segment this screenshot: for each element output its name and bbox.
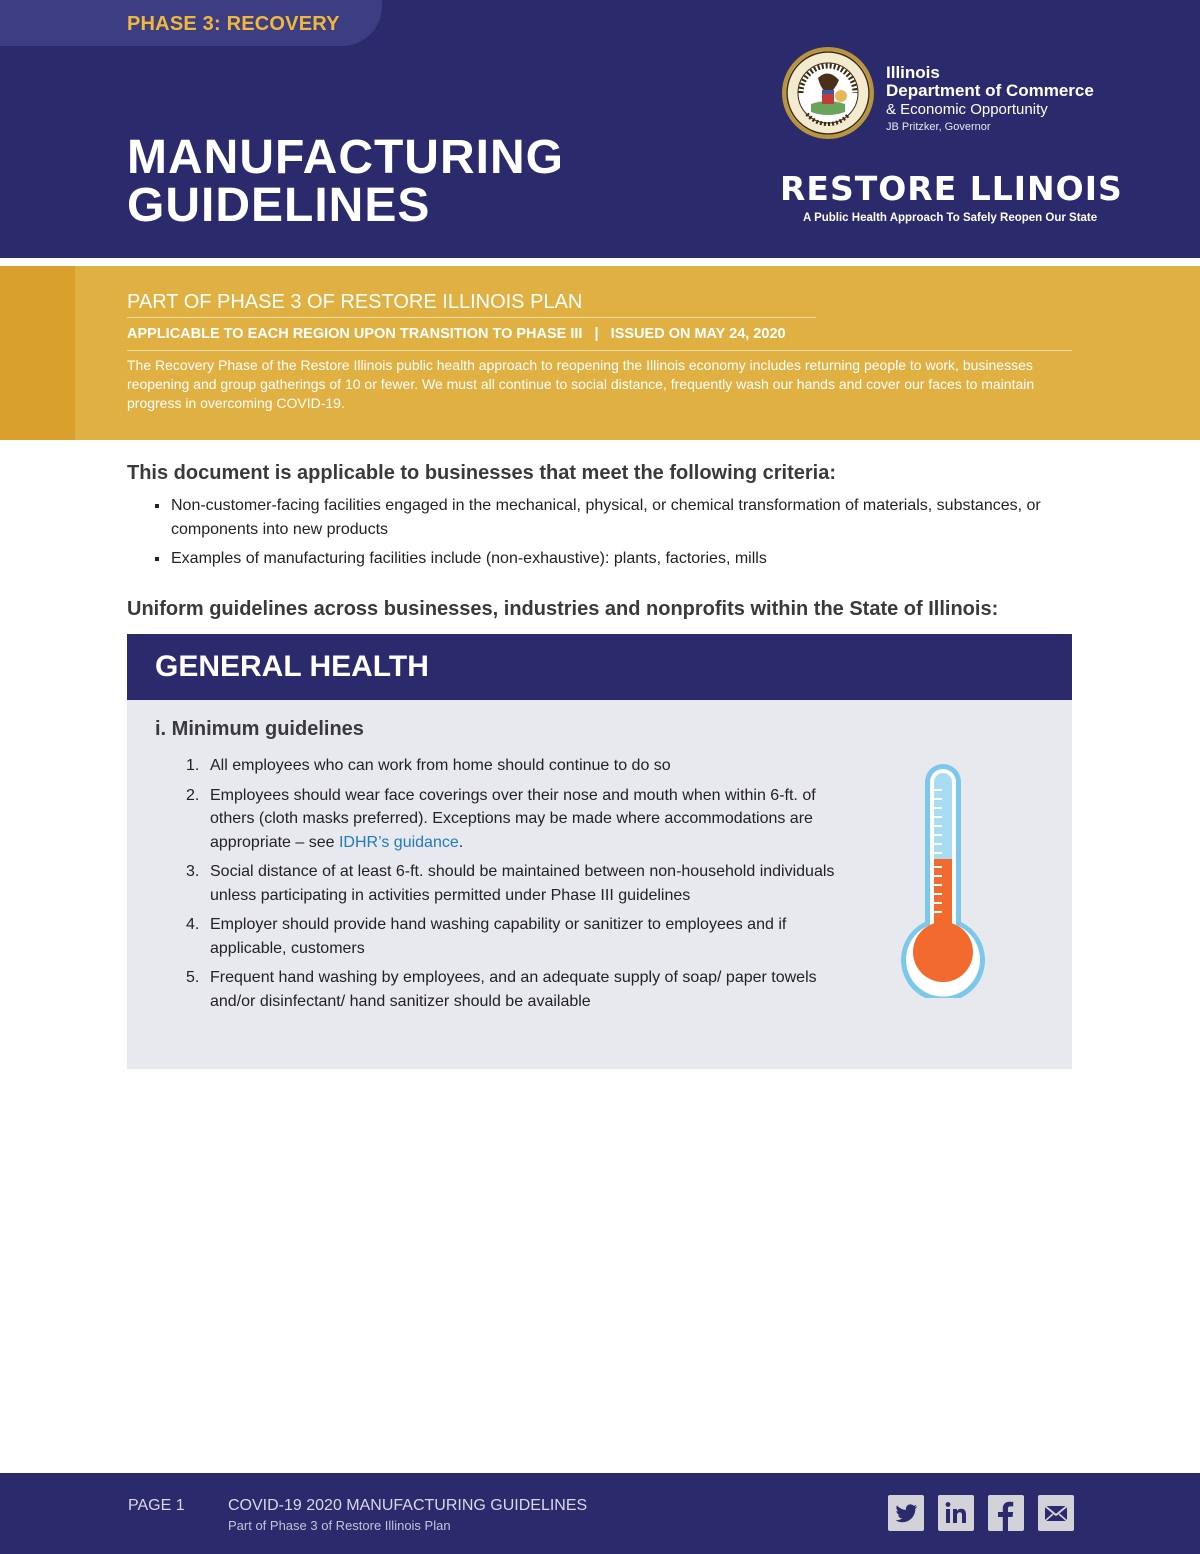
banner-intro: The Recovery Phase of the Restore Illinois public health approach to reopening the Illinois economy includes returning people to work, businesses reopening and group gatherings of 10 or fewer. We must all continue to social distance, frequently wash our hands and cover our faces to maintain progress in overcoming COVID-19.: [127, 357, 1035, 411]
criteria-heading: This document is applicable to businesses that meet the following criteria:: [127, 462, 837, 484]
criteria-list: [155, 494, 1055, 577]
banner-accent: [0, 266, 75, 440]
guideline-text: All employees who can work from home should continue to do so: [210, 757, 671, 774]
phase-label: PHASE 3: RECOVERY: [127, 13, 340, 35]
minimum-guidelines-heading: i. Minimum guidelines: [155, 718, 364, 740]
guideline-item: [186, 860, 836, 907]
uniform-guidelines-heading: Uniform guidelines across businesses, industries and nonprofits within the State of Illinois:: [127, 598, 999, 620]
page-header: [0, 0, 1200, 258]
banner-heading: PART OF PHASE 3 OF RESTORE ILLINOIS PLAN: [127, 291, 583, 313]
banner-divider: [127, 350, 1072, 351]
guideline-number: 1.: [186, 757, 200, 774]
general-health-panel: [127, 700, 1072, 1069]
dceo-governor: JB Pritzker, Governor: [886, 121, 991, 133]
guideline-item: [186, 754, 836, 778]
guideline-item: [186, 784, 836, 855]
restore-illinois-title: RESTORE LLINOIS: [780, 169, 1123, 208]
dceo-line1: Illinois: [886, 63, 940, 82]
email-icon[interactable]: [1038, 1495, 1074, 1531]
dceo-line2: Department of Commerce: [886, 81, 1094, 100]
criteria-item: Non-customer-facing facilities engaged in the mechanical, physical, or chemical transformation of materials, substances, or components into new products: [155, 494, 1055, 541]
page-footer: [0, 1473, 1200, 1554]
linkedin-icon[interactable]: [938, 1495, 974, 1531]
thermometer-icon: [897, 752, 989, 998]
applicability-line: APPLICABLE TO EACH REGION UPON TRANSITION TO PHASE III | ISSUED ON MAY 24, 2020: [127, 326, 786, 342]
guideline-text: Employer should provide hand washing capability or sanitizer to employees and if applicable, customers: [210, 916, 787, 957]
dceo-wordmark: [886, 64, 1094, 135]
page-title: [127, 131, 647, 232]
page-number: PAGE 1: [128, 1497, 185, 1514]
dceo-line3: & Economic Opportunity: [886, 101, 1048, 118]
restore-illinois-subtitle: A Public Health Approach To Safely Reopen Our State: [803, 212, 1098, 224]
guidelines-list: [186, 754, 836, 1019]
plan-banner: [0, 266, 1200, 440]
criteria-item: Examples of manufacturing facilities include (non-exhaustive): plants, factories, mills: [155, 547, 1055, 571]
page-title-line2: GUIDELINES: [127, 179, 431, 232]
guideline-number: 5.: [186, 969, 200, 986]
guideline-item: [186, 913, 836, 960]
page-title-line1: MANUFACTURING: [127, 131, 564, 184]
idhr-guidance-link[interactable]: IDHR’s guidance: [338, 833, 459, 851]
general-health-bar: [127, 634, 1072, 700]
guideline-text: Social distance of at least 6-ft. should be maintained between non-household individuals unless participating in activities permitted under Phase III guidelines: [210, 863, 835, 904]
illinois-seal-icon: [781, 46, 875, 140]
banner-divider: [127, 317, 816, 318]
guideline-number: 2.: [186, 786, 200, 804]
facebook-icon[interactable]: [988, 1495, 1024, 1531]
general-health-title: GENERAL HEALTH: [155, 650, 429, 683]
guideline-text: Employees should wear face coverings over their nose and mouth when within 6-ft. of others (cloth masks preferred). Exceptions may be made where accommodations are appropriate – see: [210, 786, 816, 851]
guideline-number: 4.: [186, 916, 200, 933]
guideline-text-end: .: [458, 833, 464, 851]
guideline-number: 3.: [186, 863, 200, 880]
guideline-item: [186, 966, 836, 1013]
guideline-text: Frequent hand washing by employees, and an adequate supply of soap/ paper towels and/or disinfectant/ hand sanitizer should be available: [210, 969, 817, 1010]
footer-subtitle: Part of Phase 3 of Restore Illinois Plan: [228, 1518, 451, 1533]
twitter-icon[interactable]: [888, 1495, 924, 1531]
footer-title: COVID-19 2020 MANUFACTURING GUIDELINES: [228, 1497, 588, 1514]
phase-tab: [0, 0, 382, 46]
